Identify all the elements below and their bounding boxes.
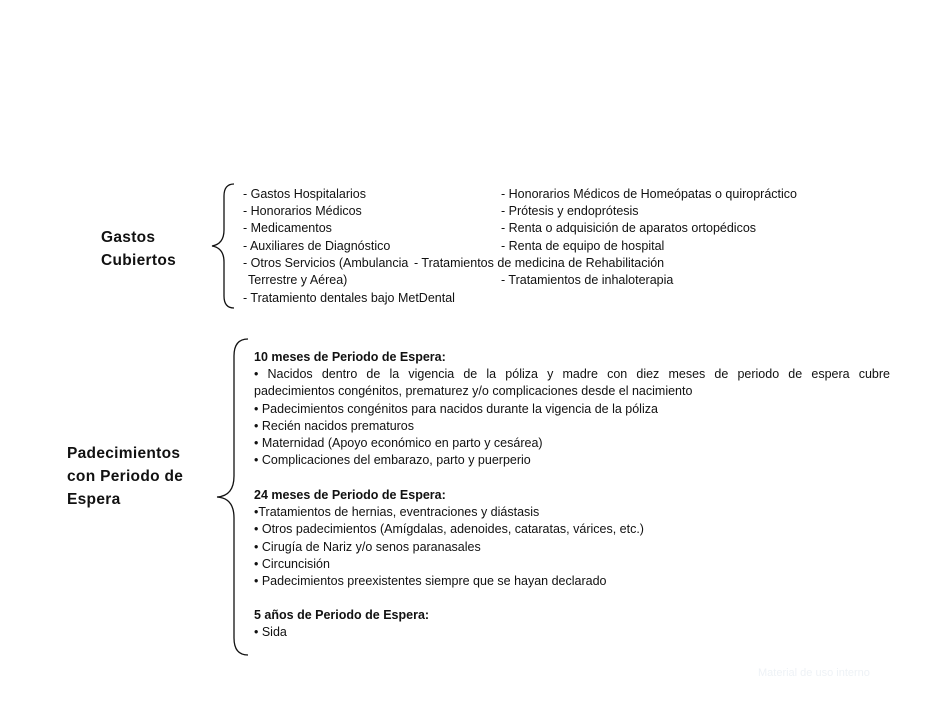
list-item: • Cirugía de Nariz y/o senos paranasales xyxy=(254,539,481,554)
group-title: 5 años de Periodo de Espera: xyxy=(254,608,430,622)
gastos-otros-servicios: - Otros Servicios (Ambulancia xyxy=(243,256,409,270)
gastos-otros-servicios-cont: Terrestre y Aérea) xyxy=(248,273,348,287)
list-item: • Complicaciones del embarazo, parto y puerperio xyxy=(254,453,531,468)
gastos-item: - Auxiliares de Diagnóstico xyxy=(243,238,391,253)
list-item: • Padecimientos congénitos para nacidos durante la vigencia de la póliza xyxy=(254,401,658,416)
list-item: • Circuncisión xyxy=(254,556,330,571)
list-item: • Padecimientos preexistentes siempre que se hayan declarado xyxy=(254,574,607,589)
gastos-item: - Renta o adquisición de aparatos ortopédicos xyxy=(501,221,757,236)
footer-watermark: Material de uso interno xyxy=(758,667,870,679)
gastos-label: Gastos Cubiertos xyxy=(101,229,177,269)
espera-5-anos xyxy=(254,607,429,641)
gastos-col2 xyxy=(501,186,797,255)
gastos-item: - Gastos Hospitalarios xyxy=(243,187,366,201)
list-item: • Sida xyxy=(254,625,287,640)
gastos-item: - Renta de equipo de hospital xyxy=(501,238,665,253)
list-item: • Maternidad (Apoyo económico en parto y cesárea) xyxy=(254,436,543,451)
gastos-col1 xyxy=(243,186,390,255)
list-item: • Nacidos dentro de la vigencia de la póliza y madre con diez meses de periodo de espera cubre xyxy=(254,367,890,382)
list-item-cont: padecimientos congénitos, prematurez y/o complicaciones desde el nacimiento xyxy=(254,384,693,399)
espera-24-meses xyxy=(254,487,644,590)
list-item: • Recién nacidos prematuros xyxy=(254,418,415,433)
gastos-item: - Prótesis y endoprótesis xyxy=(501,204,639,219)
gastos-brace-icon xyxy=(208,182,238,310)
group-title: 24 meses de Periodo de Espera: xyxy=(254,488,446,502)
list-item: • Otros padecimientos (Amígdalas, adenoides, cataratas, várices, etc.) xyxy=(254,522,644,537)
gastos-inhaloterapia: - Tratamientos de inhaloterapia xyxy=(501,273,674,287)
gastos-dental: - Tratamiento dentales bajo MetDental xyxy=(243,291,455,305)
gastos-item: - Honorarios Médicos de Homeópatas o quiropráctico xyxy=(501,187,797,201)
gastos-item: - Medicamentos xyxy=(243,221,332,236)
group-title: 10 meses de Periodo de Espera: xyxy=(254,350,446,364)
gastos-rehabilitacion: - Tratamientos de medicina de Rehabilitación xyxy=(414,256,665,270)
padecimientos-label: Padecimientos con Periodo de Espera xyxy=(67,445,184,508)
padecimientos-brace-icon xyxy=(212,336,252,658)
list-item: •Tratamientos de hernias, eventraciones y diástasis xyxy=(254,505,540,520)
gastos-item: - Honorarios Médicos xyxy=(243,204,362,219)
espera-10-meses xyxy=(254,349,890,469)
